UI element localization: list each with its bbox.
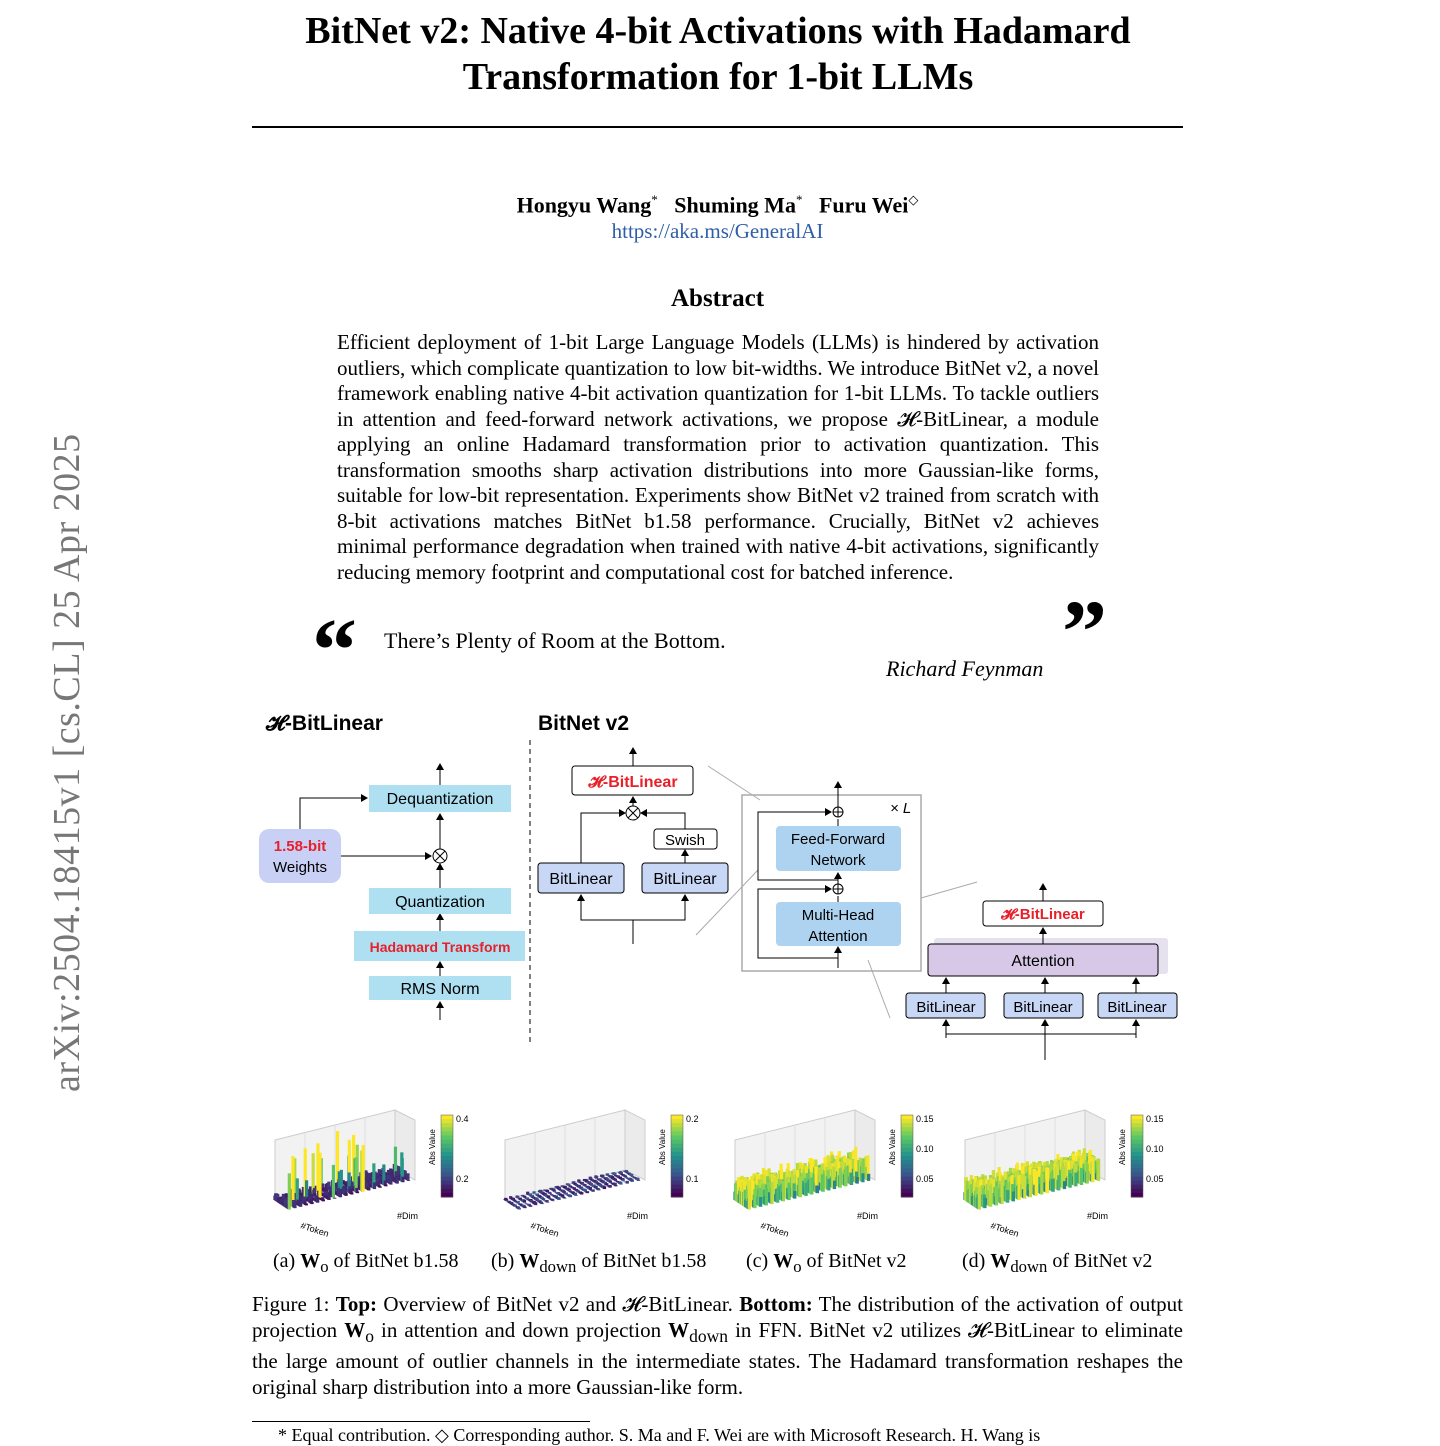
surface-plot-panel <box>965 1110 1164 1239</box>
colorbar-tick-label: 0.10 <box>1146 1144 1164 1154</box>
epigraph-author: Richard Feynman <box>886 656 1044 681</box>
footnote: * Equal contribution. ◇ Corresponding author. S. Ma and F. Wei are with Microsoft Research. H. Wang is <box>278 1425 1041 1445</box>
colorbar-tick-label: 0.15 <box>1146 1114 1164 1124</box>
surface-plot-panel <box>505 1110 699 1239</box>
colorbar-label: Abs Value <box>658 1129 667 1165</box>
author-url-link[interactable]: https://aka.ms/GeneralAI <box>611 219 824 243</box>
x-axis-label: #Token <box>299 1220 331 1239</box>
author-name: Hongyu Wang <box>516 192 652 218</box>
subcaption-b: (b) $W_{down}$ of BitNet b1.58 <box>491 1250 707 1276</box>
colorbar-tick-label: 0.4 <box>456 1114 469 1124</box>
mha-label-line1: Multi-Head <box>801 907 875 924</box>
ffn-label-line1: Feed-Forward <box>790 831 886 848</box>
layer-repeat-label: × L <box>890 800 912 817</box>
hadamard-label: Hadamard Transform <box>369 939 511 955</box>
x-axis-label: #Token <box>759 1220 791 1239</box>
swish-label: Swish <box>664 832 706 849</box>
colorbar-tick-label: 0.05 <box>916 1174 934 1184</box>
weights-bits-label: 1.58-bit <box>273 838 327 855</box>
rmsnorm-label: RMS Norm <box>400 981 480 998</box>
y-axis-label: #Dim <box>627 1211 649 1221</box>
subcaption-a: (a) $W_o$ of BitNet b1.58 <box>273 1250 459 1276</box>
y-axis-label: #Dim <box>1087 1211 1109 1221</box>
dequantization-label: Dequantization <box>386 791 494 808</box>
quantization-label: Quantization <box>395 894 485 911</box>
abstract-heading: Abstract <box>670 285 765 312</box>
hbitlinear-label: 𝓗-BitLinear <box>588 774 678 791</box>
subcaption-d: (d) $W_{down}$ of BitNet v2 <box>962 1250 1153 1276</box>
footnote-rule <box>252 1421 590 1422</box>
weights-label: Weights <box>273 859 327 876</box>
colorbar-tick-label: 0.15 <box>916 1114 934 1124</box>
author-list <box>252 192 1183 218</box>
author-mark: ◇ <box>908 192 919 207</box>
colorbar-label: Abs Value <box>428 1129 437 1165</box>
colorbar-tick-label: 0.2 <box>456 1174 469 1184</box>
bitlinear-label: BitLinear <box>916 999 976 1016</box>
x-axis-label: #Token <box>989 1220 1021 1239</box>
y-axis-label: #Dim <box>397 1211 419 1221</box>
open-quote-icon: “ <box>312 601 357 700</box>
architecture-diagram <box>250 700 1190 1070</box>
bitlinear-label: BitLinear <box>1013 999 1073 1016</box>
author-mark: * <box>651 192 658 207</box>
colorbar-label: Abs Value <box>888 1129 897 1165</box>
epigraph-quote: There’s Plenty of Room at the Bottom. <box>384 628 726 653</box>
bitlinear-label: BitLinear <box>549 871 613 888</box>
bitnet-v2-diagram-title: BitNet v2 <box>538 712 630 735</box>
colorbar-tick-label: 0.10 <box>916 1144 934 1154</box>
hbitlinear-label: 𝓗-BitLinear <box>1001 906 1085 923</box>
x-axis-label: #Token <box>529 1220 561 1239</box>
surface-plot-panel <box>735 1110 934 1239</box>
arxiv-sidebar-id: arXiv:2504.18415v1 [cs.CL] 25 Apr 2025 <box>46 433 88 1092</box>
bitlinear-label: BitLinear <box>1107 999 1167 1016</box>
paper-title: BitNet v2: Native 4-bit Activations with Hadamard Transformation for 1-bit LLMs <box>305 10 1131 98</box>
colorbar-tick-label: 0.05 <box>1146 1174 1164 1184</box>
hbitlinear-diagram-title: 𝓗-BitLinear <box>266 712 383 735</box>
colorbar-tick-label: 0.1 <box>686 1174 699 1184</box>
colorbar-tick-label: 0.2 <box>686 1114 699 1124</box>
surface-plot-panel <box>275 1110 469 1239</box>
subcaption-c: (c) $W_o$ of BitNet v2 <box>746 1250 907 1276</box>
author-mark: * <box>795 192 803 207</box>
author-name: Furu Wei <box>818 192 909 218</box>
attention-label: Attention <box>1011 953 1075 970</box>
bitlinear-label: BitLinear <box>653 871 717 888</box>
title-rule <box>252 126 1183 128</box>
colorbar-label: Abs Value <box>1118 1129 1127 1165</box>
mha-label-line2: Attention <box>808 928 868 945</box>
figure-caption: Figure 1: Top: Overview of BitNet v2 and 𝓗-BitLinear. Bottom: The distribution of the activation of output projection $W_o$ in attention and down projection $W_{down}$ in FFN. BitNet v2 utilizes 𝓗-BitLinear to eliminate the large amount of outlier channels in the intermediate states. The Hadamard transformation reshapes the original sharp distribution into a more Gaussian-like form. <box>252 1292 1183 1399</box>
y-axis-label: #Dim <box>857 1211 879 1221</box>
close-quote-icon: ” <box>1062 583 1107 682</box>
abstract-text: Efficient deployment of 1-bit Large Language Models (LLMs) is hindered by activation outliers, which complicate quantization to low bit-widths. We introduce BitNet v2, a novel framework enabling native 4-bit activation quantization for 1-bit LLMs. To tackle outliers in attention and feed-forward network activations, we propose 𝓗-BitLinear, a module applying an online Hadamard transformation prior to activation quantization. This transformation smooths sharp activation distributions into more Gaussian-like forms, suitable for low-bit representation. Experiments show BitNet v2 trained from scratch with 8-bit activations matches BitNet b1.58 performance. Crucially, BitNet v2 achieves minimal performance degradation when trained with native 4-bit activations, significantly reducing memory footprint and computational cost for batched inference. <box>337 330 1099 584</box>
activation-distribution-plots <box>265 1085 1185 1240</box>
ffn-label-line2: Network <box>810 852 866 869</box>
author-name: Shuming Ma <box>674 192 796 218</box>
